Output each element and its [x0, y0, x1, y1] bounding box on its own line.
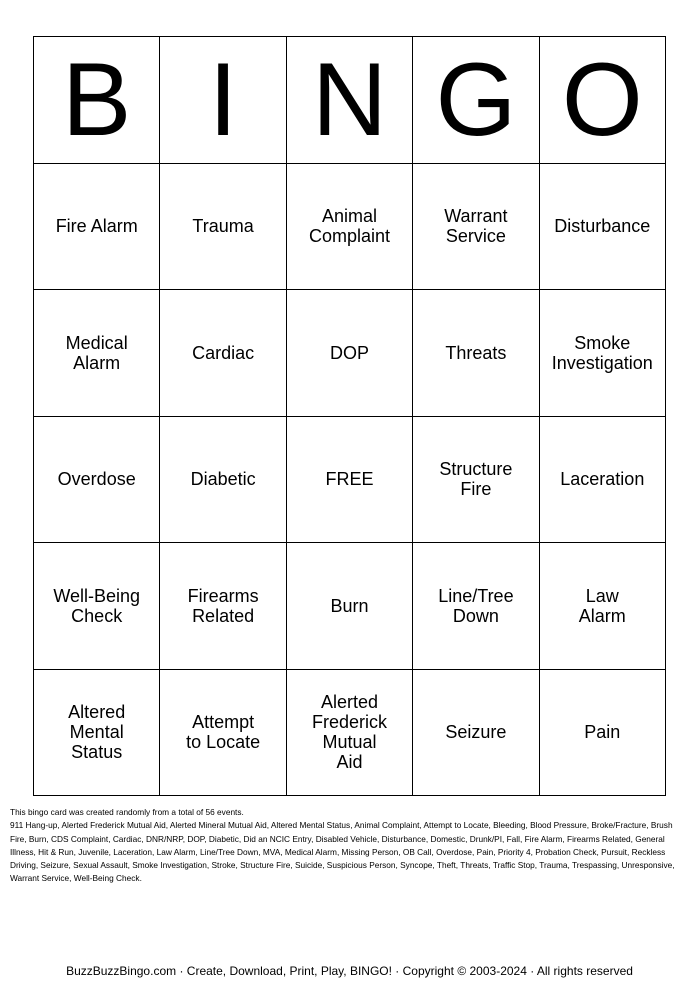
header-letter: N: [311, 41, 388, 158]
footer: [0, 963, 699, 979]
cell-text: Trauma: [192, 216, 254, 237]
bingo-cell-r1-c2: [160, 164, 286, 291]
header-letter: O: [561, 41, 643, 158]
bingo-cell-r2-c4: [413, 290, 539, 417]
bingo-cell-r5-c5: [540, 670, 666, 797]
cell-text: Structure Fire: [439, 459, 513, 500]
bingo-cell-r5-c3: [287, 670, 413, 797]
bingo-cell-r3-c2: [160, 417, 286, 544]
bingo-cell-r3-c4: [413, 417, 539, 544]
cell-text: Disturbance: [554, 216, 651, 237]
cell-text: Diabetic: [190, 469, 256, 490]
footer-text: BuzzBuzzBingo.com · Create, Download, Print, Play, BINGO! · Copyright © 2003-2024 · All rights reserved: [66, 964, 633, 978]
bingo-cell-r1-c4: [413, 164, 539, 291]
bingo-cell-r5-c4: [413, 670, 539, 797]
cell-text: Fire Alarm: [55, 216, 138, 237]
bingo-cell-r4-c3: [287, 543, 413, 670]
cell-text: Laceration: [560, 469, 645, 490]
cell-text: Warrant Service: [444, 206, 508, 247]
header-letter: I: [208, 41, 238, 158]
bingo-cell-r5-c2: [160, 670, 286, 797]
cell-text: Firearms Related: [187, 585, 259, 626]
bingo-cell-r4-c2: [160, 543, 286, 670]
bingo-cell-r4-c5: [540, 543, 666, 670]
bingo-cell-r1-c3: [287, 164, 413, 291]
event-info-intro: This bingo card was created randomly from a total of 56 events.: [10, 807, 244, 817]
cell-text: Line/Tree Down: [438, 585, 514, 626]
header-letter-n: [287, 37, 413, 164]
cell-text: FREE: [325, 469, 374, 490]
bingo-cell-r4-c1: [34, 543, 160, 670]
bingo-cell-r2-c2: [160, 290, 286, 417]
cell-text: DOP: [329, 342, 369, 363]
header-letter: G: [435, 41, 517, 158]
event-list: 911 Hang-up, Alerted Frederick Mutual Aid, Alerted Mineral Mutual Aid, Altered Mental Status, Animal Complaint, Attempt to Locate, Bleeding, Blood Pressure, Broke/Fracture, Brush Fire, Burn, CDS Complaint, Cardiac, DNR/NRP, DOP, Diabetic, Did an NCIC Entry, Disabled Vehicle, Disturbance, Domestic, Drunk/PI, Fall, Fire Alarm, Firearms Related, General Illness, Hit & Run, Juvenile, Laceration, Law Alarm, Line/Tree Down, MVA, Medical Alarm, Missing Person, OB Call, Overdose, Pain, Priority 4, Probation Check, Pursuit, Reckless Driving, Seizure, Sexual Assault, Smoke Investigation, Stroke, Structure Fire, Suicide, Suspicious Person, Syncope, Theft, Threats, Traffic Stop, Trauma, Trespassing, Unresponsive, Warrant Service, Well-Being Check.: [10, 820, 675, 884]
cell-text: Burn: [330, 595, 369, 616]
bingo-cell-free: [287, 417, 413, 544]
cell-text: Altered Mental Status: [68, 702, 126, 763]
header-letter-o: [540, 37, 666, 164]
cell-text: Seizure: [445, 722, 507, 743]
cell-text: Pain: [584, 722, 621, 743]
cell-text: Threats: [445, 342, 507, 363]
cell-text: Animal Complaint: [308, 206, 391, 247]
cell-text: Medical Alarm: [65, 332, 128, 373]
event-info: [10, 806, 690, 886]
cell-text: Well-Being Check: [53, 585, 141, 626]
bingo-cell-r2-c3: [287, 290, 413, 417]
bingo-cell-r3-c1: [34, 417, 160, 544]
bingo-cell-r3-c5: [540, 417, 666, 544]
cell-text: Cardiac: [192, 342, 255, 363]
bingo-cell-r1-c1: [34, 164, 160, 291]
bingo-cell-r4-c4: [413, 543, 539, 670]
cell-text: Overdose: [57, 469, 136, 490]
bingo-card: [33, 36, 666, 796]
bingo-cell-r2-c5: [540, 290, 666, 417]
bingo-cell-r2-c1: [34, 290, 160, 417]
cell-text: Smoke Investigation: [551, 332, 653, 373]
cell-text: Law Alarm: [578, 585, 626, 626]
header-letter: B: [62, 41, 132, 158]
bingo-cell-r5-c1: [34, 670, 160, 797]
cell-text: Attempt to Locate: [186, 712, 261, 753]
cell-text: Alerted Frederick Mutual Aid: [311, 692, 387, 773]
bingo-cell-r1-c5: [540, 164, 666, 291]
header-letter-b: [34, 37, 160, 164]
header-letter-g: [413, 37, 539, 164]
header-letter-i: [160, 37, 286, 164]
